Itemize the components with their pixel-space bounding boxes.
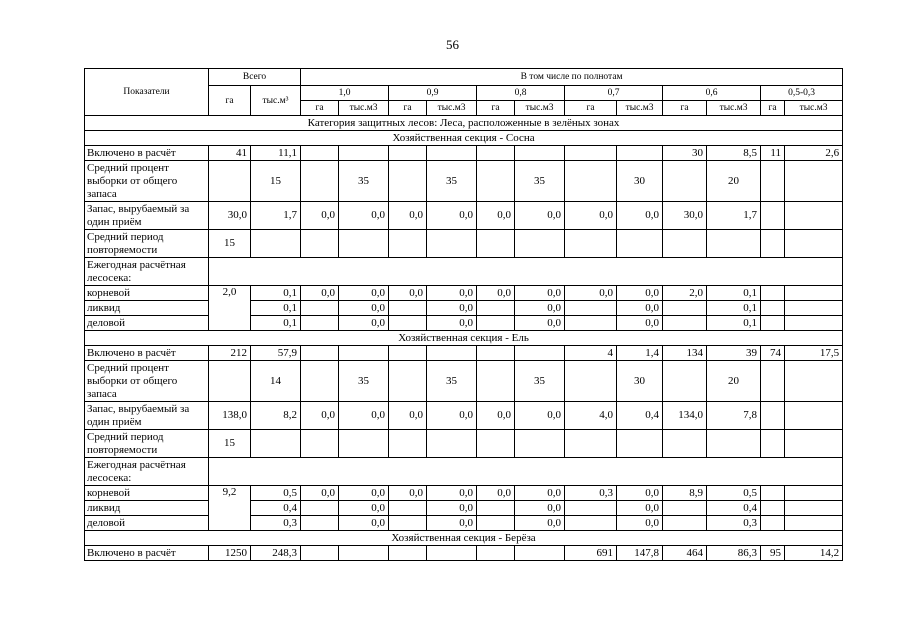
table-cell: [785, 516, 843, 531]
table-cell: [339, 546, 389, 561]
row-label: Включено в расчёт: [85, 546, 209, 561]
table-cell: 248,3: [251, 546, 301, 561]
header-ha: га: [477, 101, 515, 116]
table-cell: [427, 146, 477, 161]
table-cell: [785, 486, 843, 501]
section-title: Хозяйственная секция - Сосна: [85, 131, 843, 146]
table-cell: 464: [663, 546, 707, 561]
table-cell: [565, 516, 617, 531]
table-cell: 0,0: [617, 501, 663, 516]
table-cell: [761, 402, 785, 430]
row-annual-cut: [85, 458, 843, 486]
table-cell: 35: [339, 161, 389, 202]
table-cell: 0,0: [389, 286, 427, 301]
table-cell: [301, 516, 339, 531]
row-avg-period: [85, 230, 843, 258]
table-cell: [301, 316, 339, 331]
table-cell: 0,0: [515, 486, 565, 501]
table-cell: 0,0: [617, 202, 663, 230]
row-included: [85, 546, 843, 561]
row-root: [85, 486, 843, 501]
table-cell: [389, 546, 427, 561]
header-m3: тыс.м3: [617, 101, 663, 116]
table-cell: [663, 430, 707, 458]
table-cell: [209, 258, 843, 286]
table-cell: 0,0: [427, 516, 477, 531]
row-label: Запас, вырубаемый за один приём: [85, 402, 209, 430]
table-cell: 0,0: [339, 402, 389, 430]
table-cell: 95: [761, 546, 785, 561]
header-ha: га: [389, 101, 427, 116]
table-cell: [477, 516, 515, 531]
table-cell: [209, 161, 251, 202]
annual-cut-ha: 2,0: [209, 286, 251, 331]
table-cell: [663, 516, 707, 531]
table-cell: 2,6: [785, 146, 843, 161]
table-cell: [785, 361, 843, 402]
table-cell: [785, 430, 843, 458]
table-cell: 147,8: [617, 546, 663, 561]
table-cell: 35: [515, 161, 565, 202]
table-cell: 0,3: [565, 486, 617, 501]
table-cell: 57,9: [251, 346, 301, 361]
table-cell: 2,0: [663, 286, 707, 301]
table-cell: [785, 230, 843, 258]
table-cell: 212: [209, 346, 251, 361]
table-cell: [785, 501, 843, 516]
table-cell: 0,0: [339, 316, 389, 331]
table-cell: 0,0: [339, 202, 389, 230]
table-cell: 0,1: [707, 286, 761, 301]
table-cell: [301, 161, 339, 202]
table-cell: [389, 146, 427, 161]
table-cell: 0,1: [707, 316, 761, 331]
table-cell: [785, 301, 843, 316]
table-cell: 691: [565, 546, 617, 561]
table-cell: [761, 301, 785, 316]
table-cell: [761, 501, 785, 516]
table-cell: [339, 146, 389, 161]
table-cell: [761, 286, 785, 301]
table-cell: [785, 161, 843, 202]
section-title-row: [85, 531, 843, 546]
header-ha: га: [663, 101, 707, 116]
table-cell: [477, 346, 515, 361]
table-cell: 0,0: [301, 486, 339, 501]
header-m3: тыс.м3: [707, 101, 761, 116]
table-cell: [389, 361, 427, 402]
row-label: Ежегодная расчётная лесосека:: [85, 258, 209, 286]
table-cell: 0,0: [565, 202, 617, 230]
table-cell: 0,0: [339, 516, 389, 531]
table-header: [85, 69, 843, 116]
table-cell: 8,2: [251, 402, 301, 430]
table-cell: 0,0: [301, 286, 339, 301]
table-cell: 0,0: [339, 486, 389, 501]
table-cell: [389, 301, 427, 316]
row-label: деловой: [85, 316, 209, 331]
header-density: 1,0: [301, 86, 389, 101]
table-cell: 0,0: [515, 301, 565, 316]
table-cell: 0,0: [515, 501, 565, 516]
table-cell: [389, 516, 427, 531]
row-label: деловой: [85, 516, 209, 531]
table-cell: 0,0: [427, 501, 477, 516]
table-cell: 0,0: [389, 486, 427, 501]
row-label: Средний процент выборки от общего запаса: [85, 361, 209, 402]
table-cell: 0,0: [301, 402, 339, 430]
table-cell: [301, 301, 339, 316]
table-cell: 0,0: [339, 301, 389, 316]
table-cell: 4,0: [565, 402, 617, 430]
table-cell: 8,5: [707, 146, 761, 161]
table-cell: [389, 346, 427, 361]
table-cell: 15: [209, 430, 251, 458]
table-cell: 0,0: [515, 316, 565, 331]
table-cell: 1,4: [617, 346, 663, 361]
table-cell: 0,0: [515, 286, 565, 301]
table-cell: [427, 230, 477, 258]
header-density: 0,8: [477, 86, 565, 101]
table-cell: 74: [761, 346, 785, 361]
table-cell: 0,0: [617, 286, 663, 301]
table-cell: [617, 230, 663, 258]
table-cell: [663, 301, 707, 316]
table-cell: 0,0: [617, 516, 663, 531]
table-cell: 134,0: [663, 402, 707, 430]
table-cell: 0,0: [477, 402, 515, 430]
table-cell: [785, 402, 843, 430]
table-cell: [389, 430, 427, 458]
table-cell: 0,0: [427, 202, 477, 230]
row-label: Ежегодная расчётная лесосека:: [85, 458, 209, 486]
header-m3: тыс.м3: [515, 101, 565, 116]
row-liquid: [85, 301, 843, 316]
table-cell: 0,0: [477, 486, 515, 501]
header-density: 0,7: [565, 86, 663, 101]
row-avg-percent: [85, 161, 843, 202]
table-cell: [477, 146, 515, 161]
header-ha: га: [301, 101, 339, 116]
section-title: Хозяйственная секция - Ель: [85, 331, 843, 346]
table-cell: 0,1: [251, 301, 301, 316]
row-annual-cut: [85, 258, 843, 286]
table-cell: [477, 546, 515, 561]
table-cell: 0,0: [427, 301, 477, 316]
table-cell: [515, 546, 565, 561]
table-cell: [663, 501, 707, 516]
annual-cut-ha: 9,2: [209, 486, 251, 531]
table-cell: 0,1: [251, 316, 301, 331]
table-cell: [565, 230, 617, 258]
row-label: Средний процент выборки от общего запаса: [85, 161, 209, 202]
table-cell: 4: [565, 346, 617, 361]
table-cell: [477, 230, 515, 258]
table-cell: 30,0: [209, 202, 251, 230]
table-cell: 1,7: [707, 202, 761, 230]
table-cell: 8,9: [663, 486, 707, 501]
table-cell: [565, 361, 617, 402]
table-cell: [339, 230, 389, 258]
table-cell: 0,0: [515, 402, 565, 430]
table-cell: [761, 161, 785, 202]
table-cell: [761, 230, 785, 258]
table-cell: 30: [617, 161, 663, 202]
row-label: Включено в расчёт: [85, 146, 209, 161]
table-body: [85, 116, 843, 561]
row-root: [85, 286, 843, 301]
table-cell: 41: [209, 146, 251, 161]
table-cell: [515, 430, 565, 458]
table-cell: 0,0: [389, 402, 427, 430]
table-cell: 138,0: [209, 402, 251, 430]
table-cell: 1250: [209, 546, 251, 561]
header-m3: тыс.м3: [339, 101, 389, 116]
table-cell: [301, 501, 339, 516]
table-cell: 0,0: [427, 316, 477, 331]
table-cell: [761, 202, 785, 230]
table-cell: [389, 316, 427, 331]
header-density: 0,5-0,3: [761, 86, 843, 101]
table-cell: [617, 146, 663, 161]
table-cell: 0,0: [617, 316, 663, 331]
table-cell: 0,0: [515, 202, 565, 230]
page-number: 56: [446, 37, 459, 52]
row-label: корневой: [85, 286, 209, 301]
table-cell: [515, 230, 565, 258]
header-included: В том числе по полнотам: [301, 69, 843, 86]
table-cell: 20: [707, 361, 761, 402]
row-avg-percent: [85, 361, 843, 402]
table-cell: 0,0: [617, 301, 663, 316]
row-avg-period: [85, 430, 843, 458]
table-cell: [565, 146, 617, 161]
category-row: Категория защитных лесов: Леса, расположенные в зелёных зонах: [85, 116, 843, 131]
section-title-row: [85, 131, 843, 146]
table-cell: [663, 361, 707, 402]
table-cell: 0,0: [515, 516, 565, 531]
table-cell: 0,5: [251, 486, 301, 501]
table-cell: [251, 230, 301, 258]
table-cell: [663, 161, 707, 202]
forest-table: [84, 68, 843, 561]
header-density: 0,6: [663, 86, 761, 101]
table-cell: 35: [515, 361, 565, 402]
table-cell: 0,0: [427, 402, 477, 430]
table-cell: [339, 430, 389, 458]
table-cell: [477, 361, 515, 402]
row-included: [85, 146, 843, 161]
table-cell: 35: [427, 161, 477, 202]
table-cell: 20: [707, 161, 761, 202]
table-cell: [565, 316, 617, 331]
table-cell: [427, 430, 477, 458]
table-cell: 0,0: [477, 202, 515, 230]
table-cell: [389, 230, 427, 258]
table-cell: 0,3: [707, 516, 761, 531]
table-cell: 11,1: [251, 146, 301, 161]
table-cell: [515, 146, 565, 161]
header-total-ha: га: [209, 86, 251, 116]
table-cell: 7,8: [707, 402, 761, 430]
table-cell: [389, 501, 427, 516]
table-cell: [301, 361, 339, 402]
table-cell: [617, 430, 663, 458]
table-cell: 1,7: [251, 202, 301, 230]
table-cell: [339, 346, 389, 361]
table-cell: 0,0: [339, 286, 389, 301]
table-cell: [761, 361, 785, 402]
table-cell: 0,1: [707, 301, 761, 316]
table-cell: [301, 230, 339, 258]
table-cell: 0,0: [389, 202, 427, 230]
table-cell: [707, 230, 761, 258]
table-cell: 0,4: [617, 402, 663, 430]
table-cell: [663, 316, 707, 331]
table-cell: [301, 146, 339, 161]
header-m3: тыс.м3: [785, 101, 843, 116]
table-cell: [785, 202, 843, 230]
table-cell: [761, 516, 785, 531]
table-cell: [251, 430, 301, 458]
table-cell: [301, 346, 339, 361]
table-cell: [477, 316, 515, 331]
table-cell: [477, 430, 515, 458]
row-stock-per-cut: [85, 202, 843, 230]
table-cell: 86,3: [707, 546, 761, 561]
header-m3: тыс.м3: [427, 101, 477, 116]
table-cell: 0,4: [251, 501, 301, 516]
table-cell: 0,0: [477, 286, 515, 301]
table-cell: 0,0: [427, 486, 477, 501]
row-label: ликвид: [85, 501, 209, 516]
table-cell: [785, 286, 843, 301]
table-cell: 0,0: [617, 486, 663, 501]
table-cell: [565, 161, 617, 202]
table-cell: 30: [663, 146, 707, 161]
table-cell: 0,1: [251, 286, 301, 301]
header-ha: га: [761, 101, 785, 116]
table-cell: 30,0: [663, 202, 707, 230]
table-cell: [389, 161, 427, 202]
section-title-row: [85, 331, 843, 346]
table-cell: [427, 346, 477, 361]
row-included: [85, 346, 843, 361]
header-density: 0,9: [389, 86, 477, 101]
table-cell: [707, 430, 761, 458]
table-cell: 39: [707, 346, 761, 361]
header-total-m3: тыс.м³: [251, 86, 301, 116]
table-cell: [301, 430, 339, 458]
row-stock-per-cut: [85, 402, 843, 430]
table-cell: 35: [339, 361, 389, 402]
table-cell: 0,3: [251, 516, 301, 531]
table-cell: 14,2: [785, 546, 843, 561]
row-liquid: [85, 501, 843, 516]
table-cell: 0,0: [565, 286, 617, 301]
row-business: [85, 316, 843, 331]
table-cell: [761, 316, 785, 331]
table-cell: [209, 361, 251, 402]
table-cell: [515, 346, 565, 361]
table-cell: [565, 301, 617, 316]
table-cell: [477, 301, 515, 316]
table-cell: [565, 430, 617, 458]
table-cell: [427, 546, 477, 561]
header-ha: га: [565, 101, 617, 116]
table-cell: 0,0: [301, 202, 339, 230]
table-cell: 30: [617, 361, 663, 402]
row-label: Запас, вырубаемый за один приём: [85, 202, 209, 230]
table-cell: [301, 546, 339, 561]
row-label: Включено в расчёт: [85, 346, 209, 361]
row-label: ликвид: [85, 301, 209, 316]
table-cell: [761, 486, 785, 501]
row-label: Средний период повторяемости: [85, 230, 209, 258]
table-cell: 17,5: [785, 346, 843, 361]
table-cell: 15: [209, 230, 251, 258]
table-cell: 15: [251, 161, 301, 202]
table-cell: [761, 430, 785, 458]
table-cell: 0,4: [707, 501, 761, 516]
table-cell: 0,5: [707, 486, 761, 501]
table-cell: [477, 501, 515, 516]
row-business: [85, 516, 843, 531]
table-cell: [663, 230, 707, 258]
table-cell: 35: [427, 361, 477, 402]
row-label: корневой: [85, 486, 209, 501]
table-cell: 0,0: [339, 501, 389, 516]
section-title: Хозяйственная секция - Берёза: [85, 531, 843, 546]
table-cell: 14: [251, 361, 301, 402]
header-total: Всего: [209, 69, 301, 86]
table-cell: 0,0: [427, 286, 477, 301]
table-cell: [477, 161, 515, 202]
row-label: Средний период повторяемости: [85, 430, 209, 458]
table-cell: [785, 316, 843, 331]
table-cell: [209, 458, 843, 486]
table-cell: 134: [663, 346, 707, 361]
table-cell: [565, 501, 617, 516]
table-cell: 11: [761, 146, 785, 161]
header-indicators: Показатели: [85, 69, 209, 116]
